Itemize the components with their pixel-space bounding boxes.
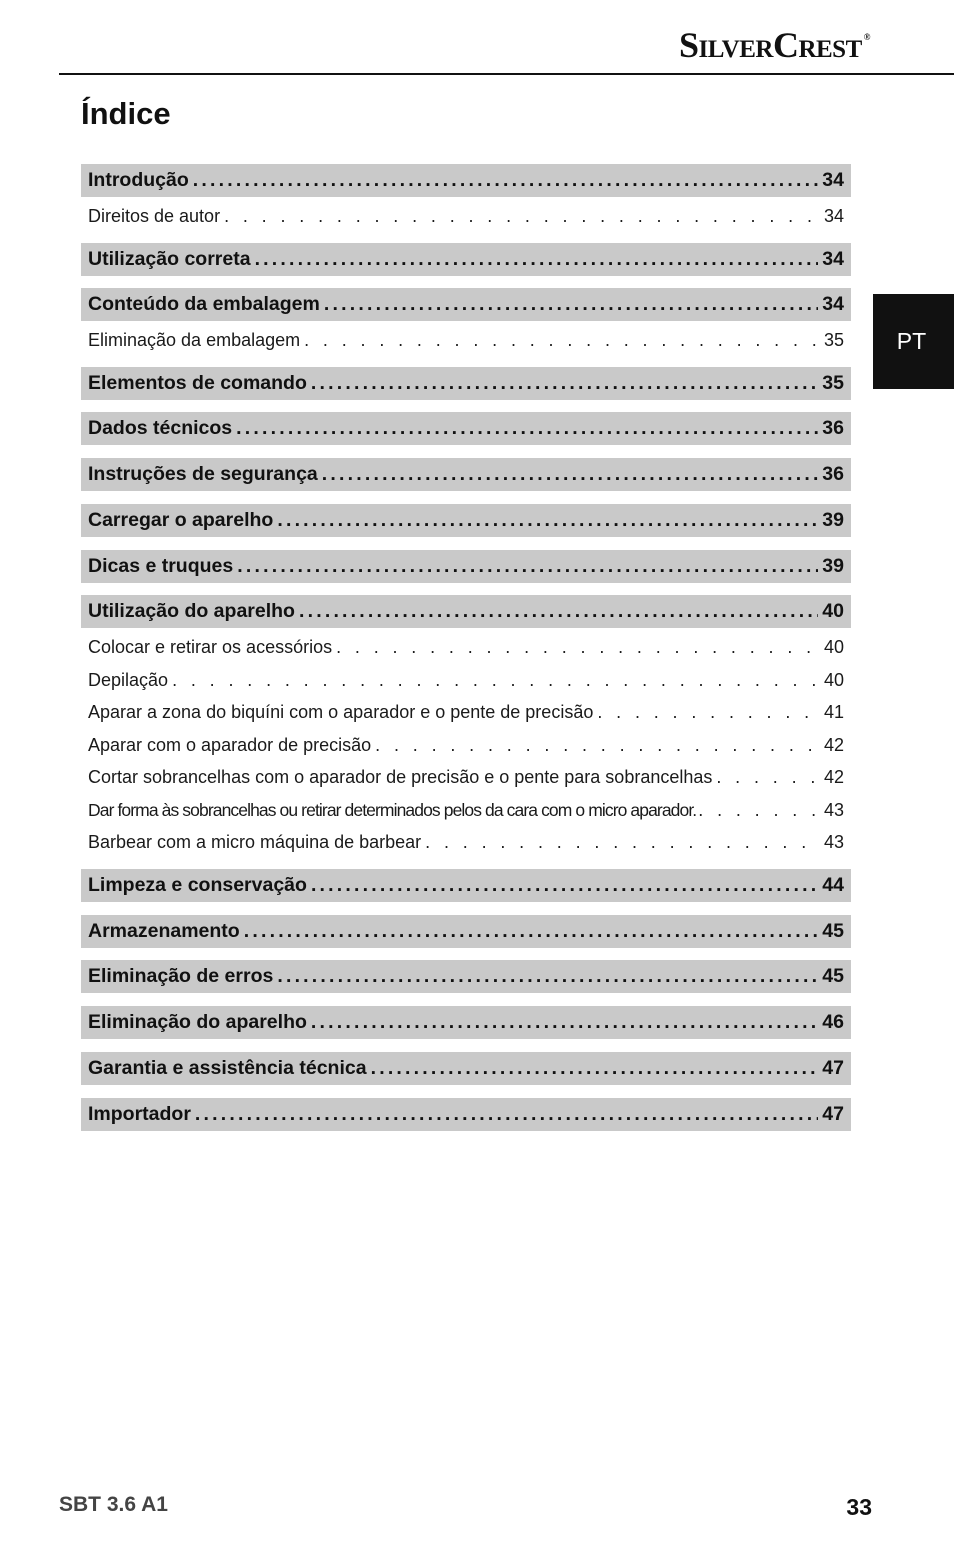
toc-entry-page: 45: [822, 920, 844, 942]
toc-entry-label: Cortar sobrancelhas com o aparador de precisão e o pente para sobrancelhas: [88, 766, 713, 787]
toc-leader: [304, 330, 820, 351]
toc-entry-page: 40: [823, 636, 844, 657]
toc-entry-label: Eliminação de erros: [88, 965, 274, 987]
toc-entry-page: 46: [822, 1011, 844, 1033]
toc-entry-page: 45: [822, 965, 844, 987]
toc-entry-barbear-micro-maquina[interactable]: [81, 826, 851, 858]
toc-entry-dicas-e-truques[interactable]: [81, 550, 851, 583]
toc-entry-label: Importador: [88, 1103, 191, 1125]
toc-entry-page: 47: [822, 1057, 844, 1079]
toc-entry-page: 42: [823, 766, 844, 787]
toc-entry-page: 40: [822, 600, 844, 622]
toc-entry-eliminacao-da-embalagem[interactable]: [81, 324, 851, 356]
toc-entry-page: 47: [822, 1103, 844, 1125]
toc-leader: [716, 767, 820, 788]
toc-leader: [236, 417, 818, 440]
toc-entry-label: Dicas e truques: [88, 555, 234, 577]
toc-entry-page: 44: [822, 874, 844, 896]
toc-entry-page: 35: [823, 329, 844, 350]
toc-entry-elementos-de-comando[interactable]: [81, 367, 851, 400]
toc-leader: [277, 509, 818, 532]
footer-model-number: SBT 3.6 A1: [59, 1493, 168, 1516]
toc-entry-label: Direitos de autor: [88, 205, 221, 226]
toc-leader: [224, 206, 820, 227]
language-tab-label: PT: [896, 328, 927, 354]
toc-entry-armazenamento[interactable]: [81, 915, 851, 948]
toc-leader: [324, 293, 818, 316]
toc-entry-page: 34: [823, 205, 844, 226]
toc-entry-label: Dados técnicos: [88, 417, 233, 439]
toc-entry-label: Dar forma às sobrancelhas ou retirar determinados pelos da cara com o micro aparador.: [88, 799, 697, 820]
toc-leader: [193, 169, 819, 192]
toc-entry-label: Colocar e retirar os acessórios: [88, 636, 333, 657]
toc-entry-label: Introdução: [88, 169, 189, 191]
toc-leader: [322, 463, 819, 486]
toc-entry-cortar-sobrancelhas[interactable]: [81, 761, 851, 793]
toc-leader: [597, 702, 820, 723]
toc-leader: [195, 1103, 818, 1126]
toc-entry-label: Utilização do aparelho: [88, 600, 295, 622]
toc-entry-label: Aparar com o aparador de precisão: [88, 734, 372, 755]
toc-entry-label: Garantia e assistência técnica: [88, 1057, 367, 1079]
toc-entry-aparar-com-aparador-de-precisao[interactable]: [81, 729, 851, 761]
toc-entry-utilizacao-correta[interactable]: [81, 243, 851, 276]
toc-entry-label: Conteúdo da embalagem: [88, 293, 320, 315]
toc-leader: [255, 248, 819, 271]
toc-entry-utilizacao-do-aparelho[interactable]: [81, 595, 851, 628]
toc-entry-instrucoes-de-seguranca[interactable]: [81, 458, 851, 491]
toc-entry-colocar-e-retirar-acessorios[interactable]: [81, 631, 851, 663]
toc-entry-page: 34: [822, 248, 844, 270]
toc-entry-label: Eliminação do aparelho: [88, 1011, 307, 1033]
toc-leader: [299, 600, 818, 623]
toc-entry-label: Instruções de segurança: [88, 463, 318, 485]
toc-entry-label: Eliminação da embalagem: [88, 329, 301, 350]
toc-entry-page: 42: [823, 734, 844, 755]
toc-entry-page: 34: [822, 169, 844, 191]
toc-entry-direitos-de-autor[interactable]: [81, 200, 851, 232]
brand-name: SilverCrest: [679, 25, 862, 65]
toc-entry-introducao[interactable]: [81, 164, 851, 197]
toc-leader: [336, 637, 820, 658]
toc-entry-conteudo-da-embalagem[interactable]: [81, 288, 851, 321]
registered-mark: ®: [863, 32, 870, 42]
toc-leader: [311, 1011, 818, 1034]
toc-entry-page: 36: [822, 417, 844, 439]
toc-leader: [244, 920, 819, 943]
toc-leader: [172, 670, 820, 691]
toc-leader: [371, 1057, 819, 1080]
toc-entry-dar-forma-as-sobrancelhas[interactable]: [81, 794, 851, 826]
toc-entry-label: Depilação: [88, 669, 169, 690]
toc-entry-label: Armazenamento: [88, 920, 240, 942]
toc-leader: [277, 965, 818, 988]
toc-entry-label: Limpeza e conservação: [88, 874, 307, 896]
toc-entry-dados-tecnicos[interactable]: [81, 412, 851, 445]
page-title: Índice: [81, 96, 171, 131]
toc-entry-page: 43: [823, 799, 844, 820]
toc-entry-limpeza-e-conservacao[interactable]: [81, 869, 851, 902]
toc-entry-label: Utilização correta: [88, 248, 251, 270]
toc-entry-page: 35: [822, 372, 844, 394]
toc-entry-page: 34: [822, 293, 844, 315]
toc-entry-label: Barbear com a micro máquina de barbear: [88, 831, 422, 852]
toc-entry-label: Elementos de comando: [88, 372, 307, 394]
toc-entry-page: 39: [822, 555, 844, 577]
footer-page-number: 33: [846, 1494, 872, 1520]
toc-entry-depilacao[interactable]: [81, 664, 851, 696]
toc-entry-page: 39: [822, 509, 844, 531]
toc-leader: [375, 735, 820, 756]
language-tab: [873, 294, 954, 389]
toc-entry-eliminacao-do-aparelho[interactable]: [81, 1006, 851, 1039]
toc-entry-eliminacao-de-erros[interactable]: [81, 960, 851, 993]
toc-entry-importador[interactable]: [81, 1098, 851, 1131]
toc-entry-page: 40: [823, 669, 844, 690]
toc-entry-garantia-e-assistencia[interactable]: [81, 1052, 851, 1085]
header-rule: [59, 73, 954, 75]
toc-leader: [425, 832, 820, 853]
toc-leader: [311, 874, 818, 897]
brand-logo: [679, 24, 870, 66]
toc-leader: [311, 372, 818, 395]
toc-leader: [237, 555, 818, 578]
toc-entry-page: 36: [822, 463, 844, 485]
toc-entry-aparar-zona-do-biquini[interactable]: [81, 696, 851, 728]
toc-entry-page: 41: [823, 701, 844, 722]
toc-entry-label: Carregar o aparelho: [88, 509, 274, 531]
toc-entry-carregar-o-aparelho[interactable]: [81, 504, 851, 537]
toc-entry-label: Aparar a zona do biquíni com o aparador e o pente de precisão: [88, 701, 594, 722]
toc-entry-page: 43: [823, 831, 844, 852]
toc-leader: [698, 800, 822, 821]
